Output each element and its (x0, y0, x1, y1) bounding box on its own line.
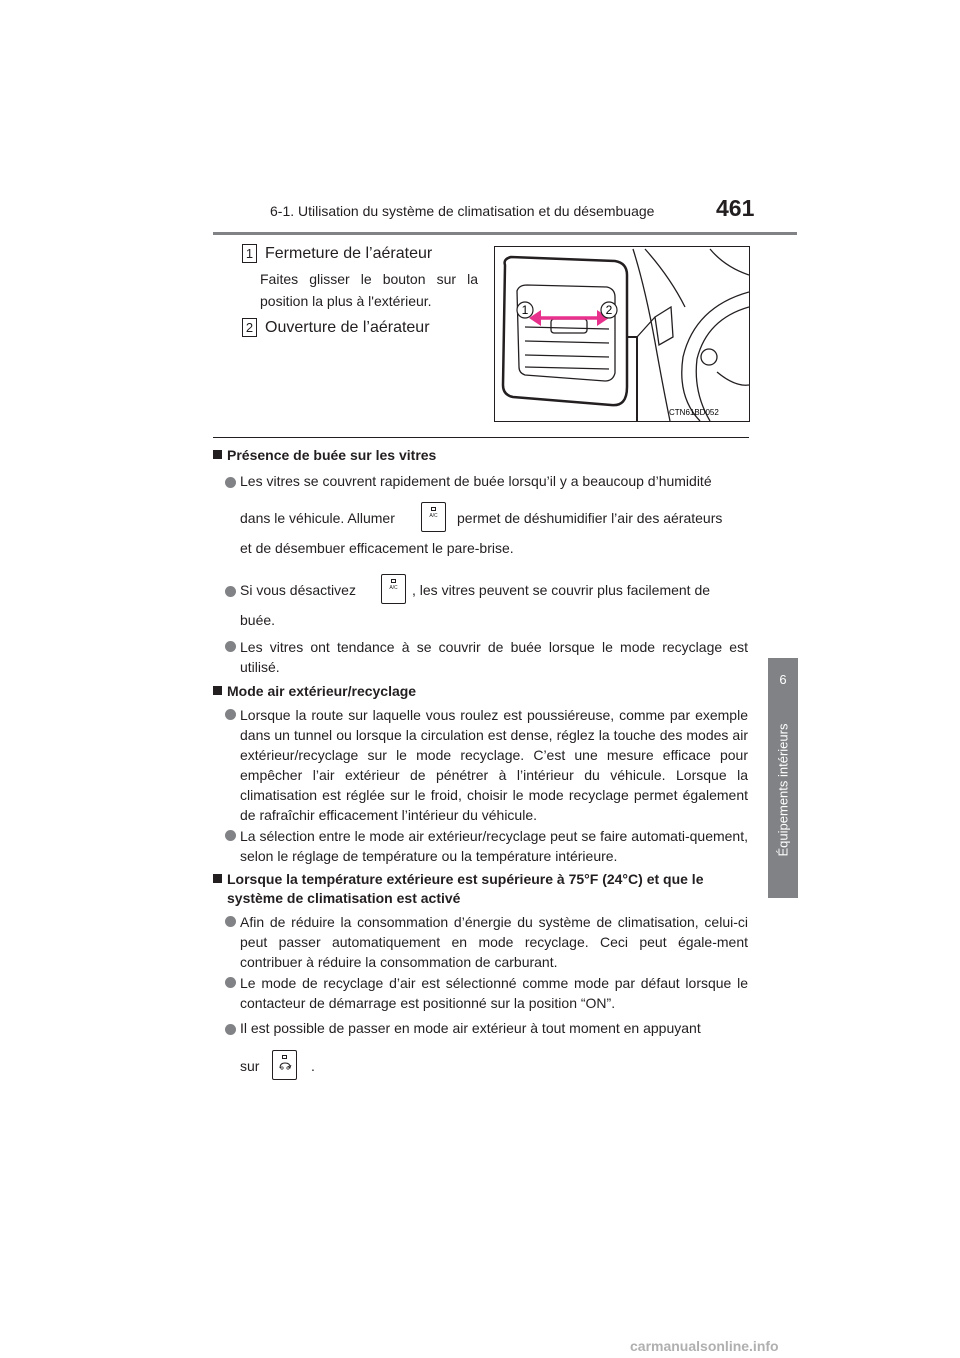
illustration-code: CTN61BD052 (669, 408, 719, 417)
header-rule (213, 232, 797, 235)
page-number: 461 (716, 195, 755, 221)
section-heading-temperature: Lorsque la température extérieure est supérieure à 75°F (24°C) et que le (213, 871, 704, 887)
fog-1-line1: Les vitres se couvrent rapidement de buée lorsqu’il y a beaucoup d’humidité (240, 473, 712, 489)
bullet-dot (225, 477, 236, 488)
bullet-text: Afin de réduire la consommation d’énergie du système de climatisation, celui-ci peut passer automatiquement en mode recyclage. Ceci peut égale-ment contribuer à réduire la consommation de carburant. (240, 914, 748, 970)
fog-2-line1a: Si vous désactivez (240, 582, 356, 598)
bullet-dot (225, 830, 236, 841)
bullet-dot (225, 586, 236, 597)
section-heading-air-mode: Mode air extérieur/recyclage (213, 683, 416, 699)
fog-2-line2: buée. (240, 612, 276, 628)
callout-title-2: Ouverture de l’aérateur (265, 318, 430, 336)
callout-number-1: 1 (242, 244, 257, 263)
temp-3-line2b: . (311, 1058, 315, 1074)
bullet-dot (225, 1024, 236, 1035)
callout-title-1: Fermeture de l’aérateur (265, 244, 433, 262)
fog-2-line1b: , les vitres peuvent se couvrir plus facilement de (412, 582, 711, 598)
callout-1 (242, 244, 432, 263)
bullet-dot (225, 977, 236, 988)
bullet-dot (225, 641, 236, 652)
bullet-dot (225, 709, 236, 720)
fog-1-line2a: dans le véhicule. Allumer (240, 510, 395, 526)
bullet-text: La sélection entre le mode air extérieur/recyclage peut se faire automati-quement, selon le réglage de température ou la température intérieure. (240, 828, 748, 864)
air-vent-illustration (494, 246, 750, 422)
ac-button-icon: A/C (381, 574, 406, 604)
temp-3-line2a: sur (240, 1058, 260, 1074)
bullet-text: Lorsque la route sur laquelle vous roulez est poussiéreuse, comme par exemple dans un tunnel ou lorsque la circulation est dense, réglez la touche des modes air extérieur/recyclage sur le mode recyclage. C’est une mesure efficace pour empêcher l’air extérieur de pénétrer à l’intérieur du véhicule. Lorsque la climatisation est réglée sur le froid, choisir le mode recyclage permet également de rafraîchir efficacement l’intérieur du véhicule. (240, 707, 748, 823)
section-heading-temperature-line2: système de climatisation est activé (227, 890, 461, 906)
bullet-dot (225, 916, 236, 927)
callout-description-1: Faites glisser le bouton sur la position la plus à l'extérieur. (260, 271, 478, 309)
bullet-text: Les vitres ont tendance à se couvrir de buée lorsque le mode recyclage est utilisé. (240, 639, 748, 675)
fog-1-line3: et de désembuer efficacement le pare-brise. (240, 540, 514, 556)
chapter-number: 6 (779, 672, 787, 687)
ac-button-icon: A/C (421, 502, 446, 532)
chapter-title: Équipements intérieurs (775, 723, 791, 857)
illustration-label-1: 1 (521, 303, 529, 317)
header-title: 6-1. Utilisation du système de climatisation et du désembuage (270, 203, 655, 219)
recirculation-button (272, 1050, 297, 1080)
fog-1-line2b: permet de déshumidifier l’air des aérateurs (457, 510, 723, 526)
callout-2 (242, 318, 430, 337)
recirculation-icon (278, 1062, 292, 1070)
section-heading-fog: Présence de buée sur les vitres (213, 447, 436, 463)
temp-3-line1: Il est possible de passer en mode air extérieur à tout moment en appuyant (240, 1020, 701, 1036)
air-vent-drawing (495, 247, 749, 421)
watermark: carmanualsonline.info (630, 1338, 779, 1354)
bullet-text: Le mode de recyclage d’air est sélectionné comme mode par défaut lorsque le contacteur de démarrage est positionné sur la position “ON”. (240, 975, 748, 1011)
illustration-label-2: 2 (605, 303, 613, 317)
callout-number-2: 2 (242, 318, 257, 337)
section-divider (213, 437, 749, 438)
